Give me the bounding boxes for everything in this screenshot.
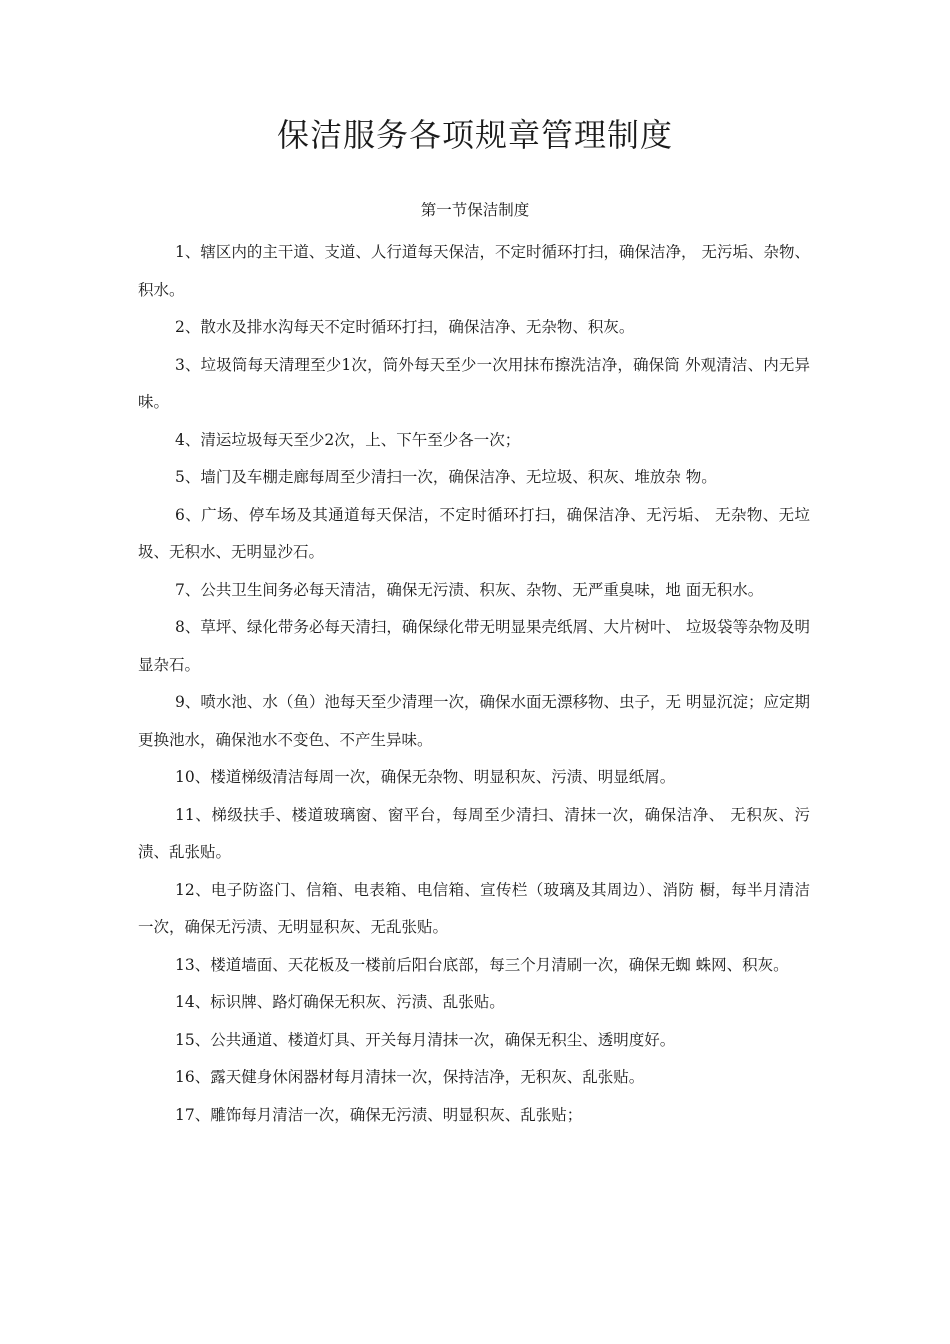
rule-item-8: 8、草坪、绿化带务必每天清扫，确保绿化带无明显果壳纸屑、大片树叶、 垃圾袋等杂物及明显杂石。 (138, 618, 810, 674)
rule-item-9: 9、喷水池、水（鱼）池每天至少清理一次，确保水面无漂移物、虫子，无 明显沉淀；应定期更换池水，确保池水不变色、不产生异味。 (138, 693, 810, 749)
rule-item-1: 1、辖区内的主干道、支道、人行道每天保洁，不定时循环打扫，确保洁净， 无污垢、杂物、积水。 (138, 243, 810, 299)
rule-item-5: 5、墙门及车棚走廊每周至少清扫一次，确保洁净、无垃圾、积灰、堆放杂 物。 (175, 468, 717, 486)
rule-item-16: 16、露天健身休闲器材每月清抹一次，保持洁净，无积灰、乱张贴。 (175, 1068, 645, 1086)
rule-item-4: 4、清运垃圾每天至少2次，上、下午至少各一次； (175, 430, 521, 449)
rule-item-6: 6、广场、停车场及其通道每天保洁，不定时循环打扫，确保洁净、无污垢、 无杂物、无垃圾、无积水、无明显沙石。 (138, 505, 810, 561)
document-body (138, 234, 810, 1134)
rule-item-13: 13、楼道墙面、天花板及一楼前后阳台底部，每三个月清刷一次，确保无蜘 蛛网、积灰。 (175, 955, 789, 974)
section-title: 第一节保洁制度 (420, 201, 530, 219)
rule-item-17: 17、雕饰每月清洁一次，确保无污渍、明显积灰、乱张贴； (175, 1105, 583, 1124)
rule-item-14: 14、标识牌、路灯确保无积灰、污渍、乱张贴。 (175, 993, 505, 1011)
rule-item-10: 10、楼道梯级清洁每周一次，确保无杂物、明显积灰、污渍、明显纸屑。 (175, 768, 676, 786)
rule-item-12: 12、电子防盗门、信箱、电表箱、电信箱、宣传栏（玻璃及其周边）、消防 橱，每半月清洁一次，确保无污渍、无明显积灰、无乱张贴。 (138, 880, 810, 936)
document-title: 保洁服务各项规章管理制度 (276, 116, 673, 154)
rule-item-15: 15、公共通道、楼道灯具、开关每月清抹一次，确保无积尘、透明度好。 (175, 1030, 676, 1049)
rule-item-7: 7、公共卫生间务必每天清洁，确保无污渍、积灰、杂物、无严重臭味，地 面无积水。 (175, 580, 764, 599)
rule-item-3: 3、垃圾筒每天清理至少1次，筒外每天至少一次用抹布擦洗洁净，确保筒 外观清洁、内无异味。 (138, 355, 810, 411)
rule-item-11: 11、梯级扶手、楼道玻璃窗、窗平台，每周至少清扫、清抹一次，确保洁净、 无积灰、污渍、乱张贴。 (138, 805, 810, 861)
rule-item-2: 2、散水及排水沟每天不定时循环打扫，确保洁净、无杂物、积灰。 (175, 318, 635, 336)
